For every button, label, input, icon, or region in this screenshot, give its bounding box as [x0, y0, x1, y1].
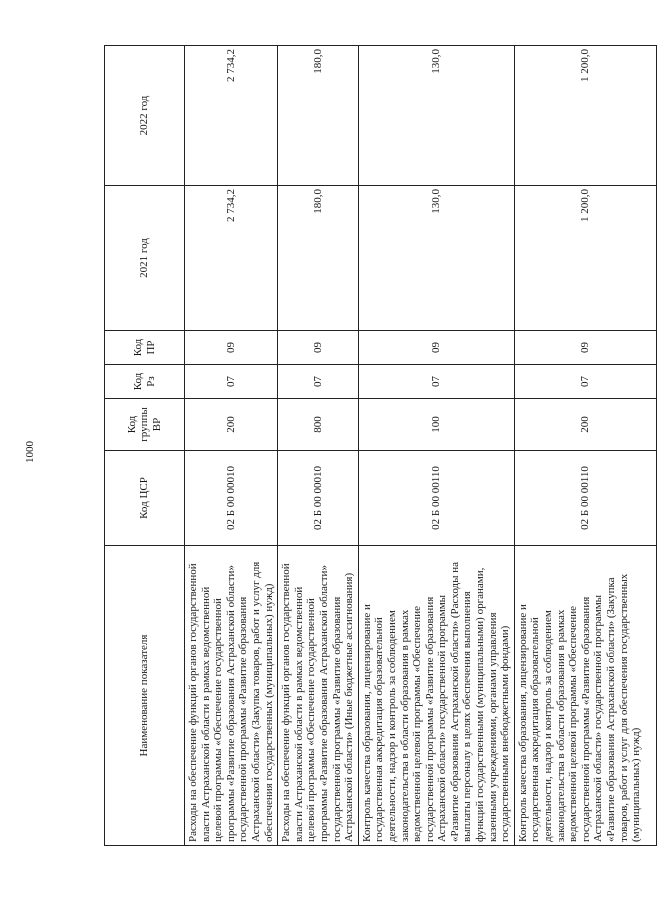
table-row — [185, 46, 278, 846]
row-csr: 02 Б 00 00010 — [185, 451, 278, 546]
table-row — [358, 46, 514, 846]
header-2022: 2022 год — [105, 46, 185, 186]
header-vr: Код группы ВР — [105, 399, 185, 451]
row-2022: 180,0 — [278, 46, 359, 186]
row-2022: 1 200,0 — [514, 46, 656, 186]
row-vr: 200 — [185, 399, 278, 451]
header-row — [105, 46, 185, 846]
row-2021: 180,0 — [278, 186, 359, 331]
row-name: Контроль качества образования, лицензирование и государственная аккредитация образовательной деятельности, надзор и контроль за соблюдением законодательства в области образования в рамках ведомственной целевой программы «Обеспечение государственной программы «Развитие образования Астраханской области» государственной программы «Развитие образования Астраханской области» (Закупка товаров, работ и услуг для обеспечения государственных (муниципальных) нужд) — [514, 546, 656, 846]
row-2021: 130,0 — [358, 186, 514, 331]
row-csr: 02 Б 00 00110 — [358, 451, 514, 546]
header-pr: Код ПР — [105, 331, 185, 365]
row-csr: 02 Б 00 00010 — [278, 451, 359, 546]
row-rz: 07 — [278, 365, 359, 399]
row-vr: 200 — [514, 399, 656, 451]
row-csr: 02 Б 00 00110 — [514, 451, 656, 546]
header-name: Наименование показателя — [105, 546, 185, 846]
header-csr: Код ЦСР — [105, 451, 185, 546]
header-rz: Код Рз — [105, 365, 185, 399]
row-rz: 07 — [514, 365, 656, 399]
row-pr: 09 — [185, 331, 278, 365]
row-name: Контроль качества образования, лицензирование и государственная аккредитация образовательной деятельности, надзор и контроль за соблюдением законодательства в области образования в рамках ведомственной целевой программы «Обеспечение государственной программы «Развитие образования Астраханской области» государственной программы «Развитие образования Астраханской области» (Расходы на выплаты персоналу в целях обеспечения выполнения функций государственными (муниципальными) органами, казенными учреждениями, органами управления государственными внебюджетными фондами) — [358, 546, 514, 846]
row-rz: 07 — [358, 365, 514, 399]
row-pr: 09 — [278, 331, 359, 365]
header-2021: 2021 год — [105, 186, 185, 331]
row-pr: 09 — [514, 331, 656, 365]
budget-table-rotated — [104, 46, 643, 846]
row-name: Расходы на обеспечение функций органов государственной власти Астраханской области в рамках ведомственной целевой программы «Обеспечение государственной программы «Развитие образования Астраханской области» государственной программы «Развитие образования Астраханской области» (Закупка товаров, работ и услуг для обеспечения государственных (муниципальных) нужд) — [185, 546, 278, 846]
table-row — [278, 46, 359, 846]
row-2021: 2 734,2 — [185, 186, 278, 331]
row-2022: 130,0 — [358, 46, 514, 186]
row-2021: 1 200,0 — [514, 186, 656, 331]
row-rz: 07 — [185, 365, 278, 399]
budget-table — [104, 45, 657, 846]
row-pr: 09 — [358, 331, 514, 365]
row-name: Расходы на обеспечение функций органов государственной власти Астраханской области в рамках ведомственной целевой программы «Обеспечение государственной программы «Развитие образования Астраханской области» государственной программы «Развитие образования Астраханской области» (Иные бюджетные ассигнования) — [278, 546, 359, 846]
row-vr: 100 — [358, 399, 514, 451]
row-2022: 2 734,2 — [185, 46, 278, 186]
row-vr: 800 — [278, 399, 359, 451]
page-number: 1000 — [24, 441, 36, 463]
table-row — [514, 46, 656, 846]
